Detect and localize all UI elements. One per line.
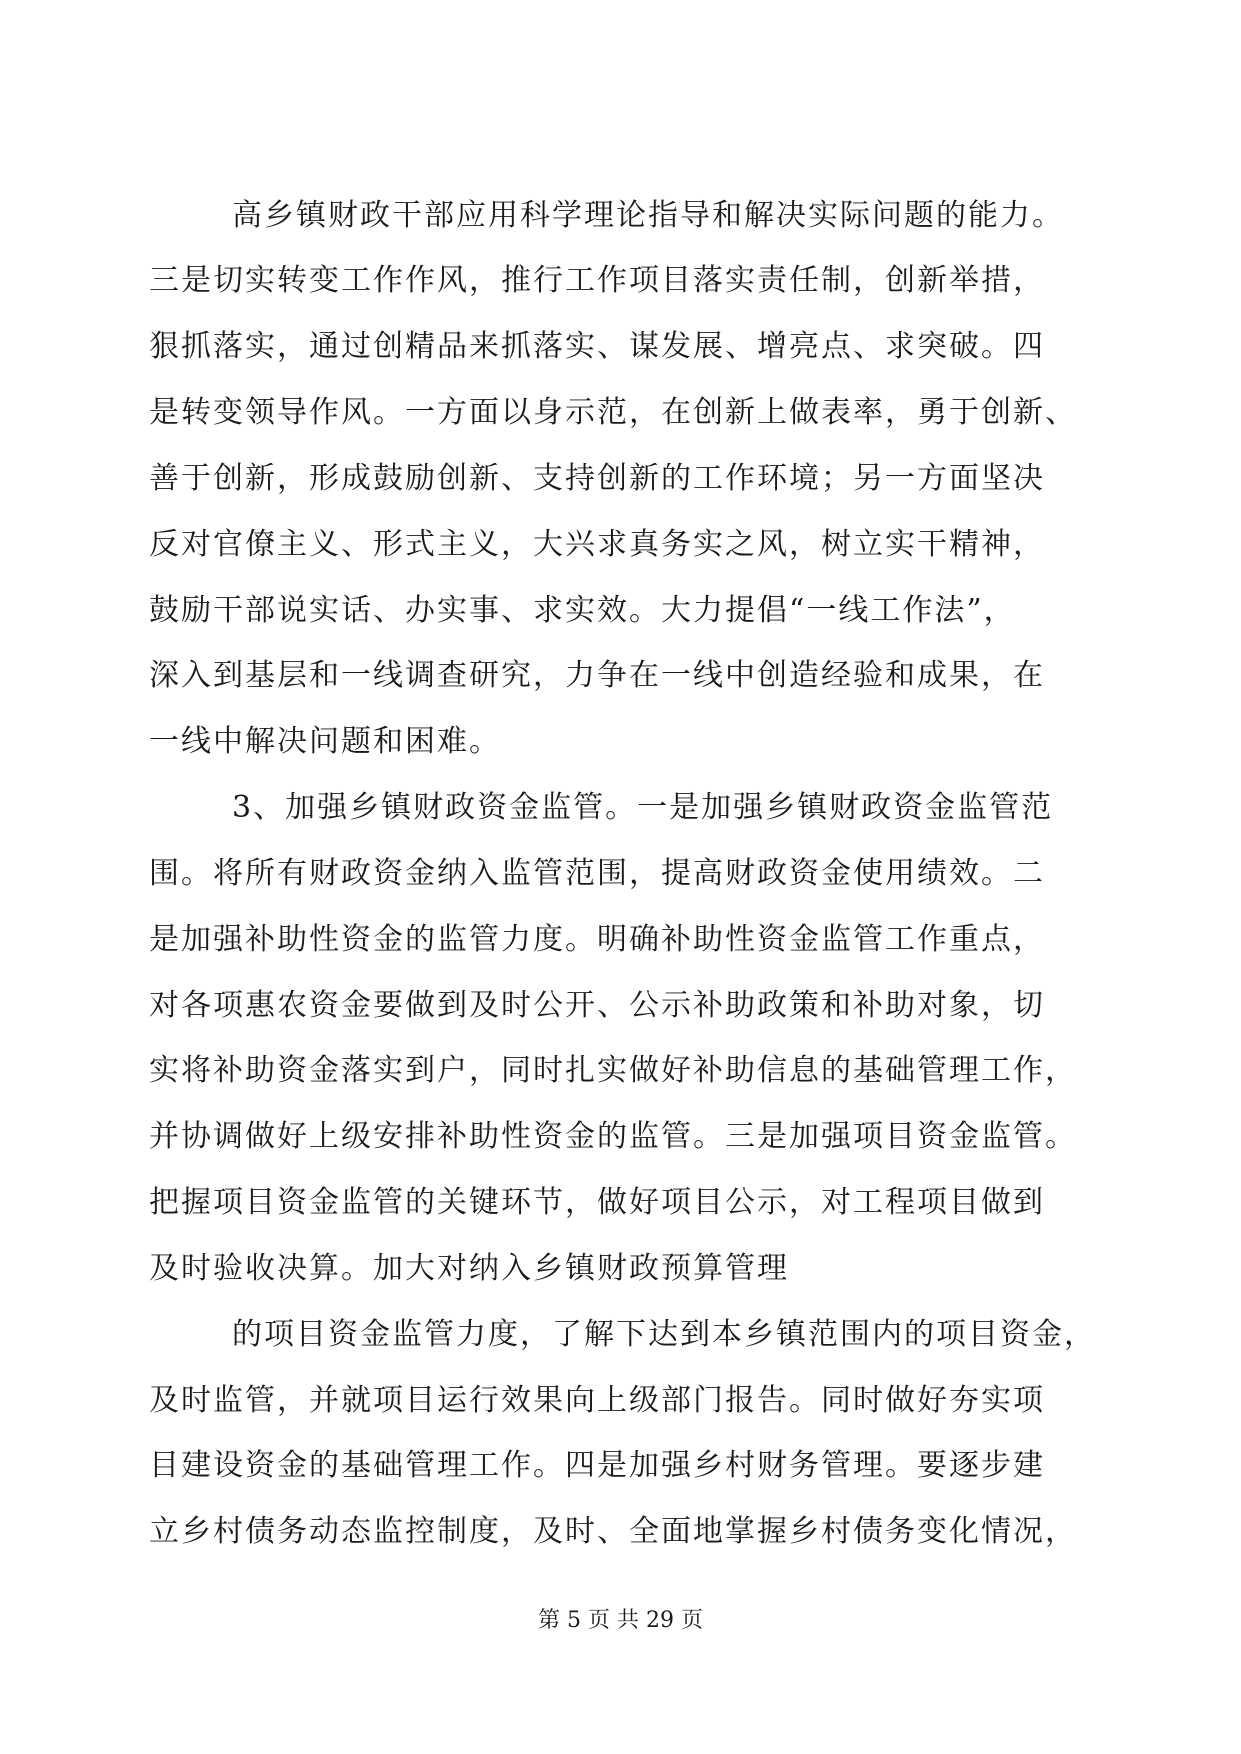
- text-line: 是转变领导作风。一方面以身示范，在创新上做表率，勇于创新、: [149, 395, 1077, 430]
- text-line: 三是切实转变工作作风，推行工作项目落实责任制，创新举措，: [149, 263, 1045, 298]
- text-line: 对各项惠农资金要做到及时公开、公示补助政策和补助对象，切: [149, 988, 1045, 1023]
- text-line: 善于创新，形成鼓励创新、支持创新的工作环境；另一方面坚决: [149, 461, 1045, 496]
- text-line: 并协调做好上级安排补助性资金的监管。三是加强项目资金监管。: [149, 1119, 1077, 1154]
- text-line: 3、加强乡镇财政资金监管。一是加强乡镇财政资金监管范: [232, 790, 1054, 825]
- text-line: 鼓励干部说实话、办实事、求实效。大力提倡“一线工作法”，: [149, 593, 1016, 628]
- text-line: 立乡村债务动态监控制度，及时、全面地掌握乡村债务变化情况，: [149, 1514, 1077, 1549]
- text-line: 及时监管，并就项目运行效果向上级部门报告。同时做好夯实项: [149, 1383, 1045, 1418]
- text-line: 把握项目资金监管的关键环节，做好项目公示，对工程项目做到: [149, 1185, 1045, 1220]
- text-line: 目建设资金的基础管理工作。四是加强乡村财务管理。要逐步建: [149, 1448, 1045, 1483]
- text-line: 围。将所有财政资金纳入监管范围，提高财政资金使用绩效。二: [149, 856, 1045, 891]
- page-footer: 第 5 页 共 29 页: [538, 1608, 703, 1633]
- text-line: 及时验收决算。加大对纳入乡镇财政预算管理: [149, 1251, 789, 1286]
- text-line: 狠抓落实，通过创精品来抓落实、谋发展、增亮点、求突破。四: [149, 329, 1045, 364]
- text-line: 一线中解决问题和困难。: [149, 724, 501, 759]
- text-line: 反对官僚主义、形式主义，大兴求真务实之风，树立实干精神，: [149, 527, 1045, 562]
- text-line: 的项目资金监管力度，了解下达到本乡镇范围内的项目资金，: [232, 1317, 1096, 1352]
- text-line: 是加强补助性资金的监管力度。明确补助性资金监管工作重点，: [149, 922, 1045, 957]
- text-line: 实将补助资金落实到户，同时扎实做好补助信息的基础管理工作，: [149, 1053, 1077, 1088]
- text-line: 高乡镇财政干部应用科学理论指导和解决实际问题的能力。: [232, 198, 1064, 233]
- text-line: 深入到基层和一线调查研究，力争在一线中创造经验和成果，在: [149, 658, 1045, 693]
